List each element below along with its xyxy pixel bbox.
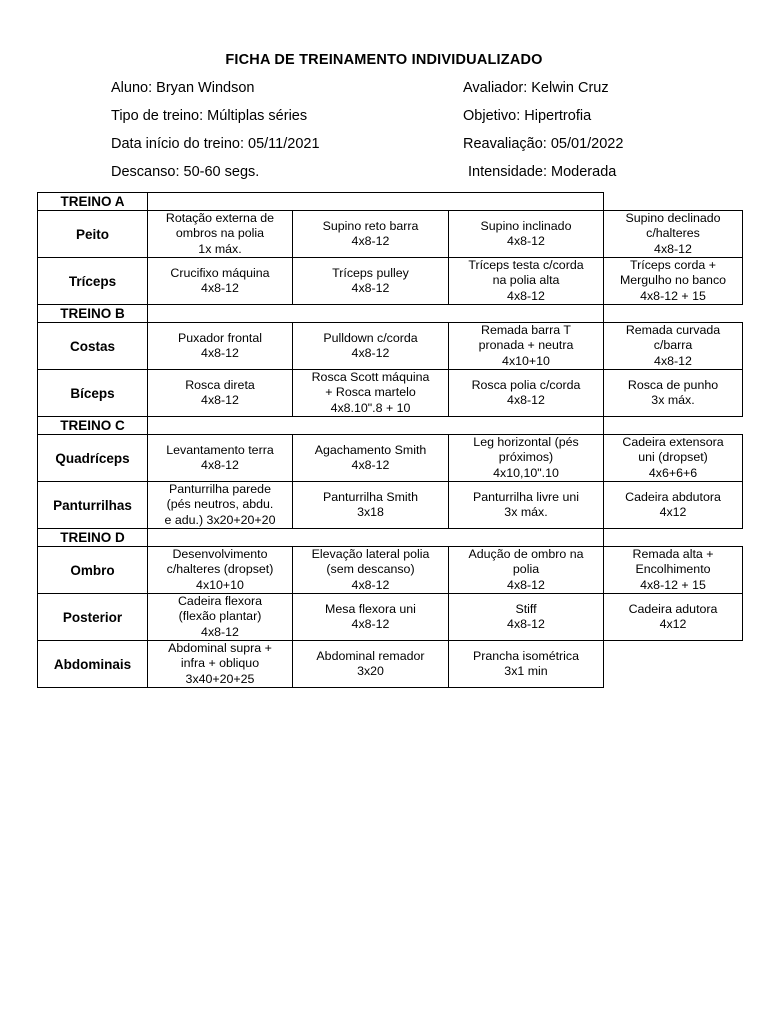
exercise-line: Panturrilha Smith bbox=[322, 489, 419, 504]
exercise-cell bbox=[147, 640, 293, 688]
exercise-line: infra + obliquo bbox=[180, 656, 260, 671]
exercise-cell bbox=[292, 546, 449, 594]
exercise-line: Supino reto barra bbox=[322, 218, 419, 233]
row-label-costas: Costas bbox=[37, 322, 148, 370]
exercise-cell bbox=[147, 257, 293, 305]
exercise-line: c/halteres bbox=[646, 226, 700, 241]
row-label-posterior: Posterior bbox=[37, 593, 148, 641]
exercise-cell bbox=[147, 481, 293, 529]
exercise-line: 4x12 bbox=[659, 505, 687, 519]
exercise-cell bbox=[292, 640, 449, 688]
exercise-line: 4x8-12 bbox=[654, 241, 692, 256]
exercise-line: 4x8-12 bbox=[507, 617, 545, 631]
exercise-line: 4x10+10 bbox=[502, 353, 550, 368]
exercise-line: Leg horizontal (pés bbox=[473, 435, 579, 450]
exercise-cell bbox=[147, 322, 293, 370]
exercise-line: Cadeira extensora bbox=[622, 435, 724, 450]
exercise-line: ombros na polia bbox=[175, 226, 265, 241]
exercise-line: Adução de ombro na bbox=[468, 547, 584, 562]
exercise-line: próximos) bbox=[498, 450, 554, 465]
exercise-line: polia bbox=[512, 562, 540, 577]
descanso-field: Descanso: 50-60 segs. bbox=[111, 164, 260, 180]
row-label-abdominais: Abdominais bbox=[37, 640, 148, 688]
exercise-line: 4x8-12 bbox=[507, 577, 545, 592]
intensidade-field: Intensidade: Moderada bbox=[468, 164, 617, 180]
exercise-line: (pés neutros, abdu. bbox=[166, 497, 274, 512]
exercise-cell bbox=[292, 481, 449, 529]
exercise-cell bbox=[448, 257, 604, 305]
data-inicio-field: Data início do treino: 05/11/2021 bbox=[111, 136, 320, 152]
exercise-line: 3x40+20+25 bbox=[185, 671, 255, 686]
exercise-line: + Rosca martelo bbox=[325, 385, 416, 400]
exercise-line: Remada alta + bbox=[632, 547, 714, 562]
exercise-cell bbox=[603, 481, 743, 529]
exercise-cell bbox=[603, 434, 743, 482]
exercise-line: uni (dropset) bbox=[638, 450, 708, 465]
exercise-line: Rosca direta bbox=[185, 377, 255, 392]
exercise-line: 4x12 bbox=[659, 617, 687, 631]
row-label-triceps: Tríceps bbox=[37, 257, 148, 305]
exercise-line: Abdominal supra + bbox=[168, 641, 272, 656]
exercise-cell bbox=[448, 434, 604, 482]
exercise-line: 4x8.10".8 + 10 bbox=[330, 400, 411, 415]
row-label-quadriceps: Quadríceps bbox=[37, 434, 148, 482]
exercise-line: Levantamento terra bbox=[166, 442, 274, 457]
reavaliacao-field: Reavaliação: 05/01/2022 bbox=[463, 136, 624, 152]
exercise-cell bbox=[292, 369, 449, 417]
exercise-cell bbox=[292, 210, 449, 258]
exercise-line: 3x18 bbox=[357, 505, 384, 519]
exercise-line: Tríceps corda + bbox=[630, 258, 716, 273]
exercise-cell bbox=[603, 210, 743, 258]
exercise-cell bbox=[147, 210, 293, 258]
exercise-line: c/halteres (dropset) bbox=[166, 562, 274, 577]
section-header-blank bbox=[147, 304, 604, 323]
row-label-ombro: Ombro bbox=[37, 546, 148, 594]
exercise-cell bbox=[603, 593, 743, 641]
exercise-line: Supino inclinado bbox=[480, 218, 572, 233]
exercise-line: Rosca Scott máquina bbox=[311, 370, 430, 385]
section-header-blank bbox=[147, 416, 604, 435]
exercise-line: 3x20 bbox=[357, 664, 384, 678]
exercise-line: 4x8-12 bbox=[351, 346, 390, 360]
exercise-line: 3x1 min bbox=[504, 664, 548, 678]
exercise-cell bbox=[448, 210, 604, 258]
exercise-line: 4x8-12 bbox=[201, 281, 239, 295]
exercise-line: 4x8-12 bbox=[351, 458, 390, 472]
exercise-line: 4x10,10".10 bbox=[493, 465, 559, 480]
exercise-cell bbox=[603, 546, 743, 594]
exercise-cell bbox=[147, 593, 293, 641]
exercise-cell bbox=[292, 322, 449, 370]
exercise-cell bbox=[603, 322, 743, 370]
exercise-cell bbox=[603, 257, 743, 305]
exercise-line: 4x8-12 bbox=[507, 288, 545, 303]
aluno-field: Aluno: Bryan Windson bbox=[111, 80, 255, 96]
exercise-line: 4x8-12 bbox=[201, 393, 239, 407]
exercise-line: Tríceps testa c/corda bbox=[468, 258, 584, 273]
avaliador-field: Avaliador: Kelwin Cruz bbox=[463, 80, 609, 96]
exercise-line: 4x8-12 bbox=[201, 458, 239, 472]
exercise-cell bbox=[147, 546, 293, 594]
exercise-cell bbox=[448, 481, 604, 529]
exercise-line: Rosca de punho bbox=[627, 377, 719, 392]
exercise-line: 3x máx. bbox=[651, 393, 695, 407]
exercise-line: Puxador frontal bbox=[177, 330, 263, 345]
exercise-line: 4x8-12 bbox=[351, 617, 390, 631]
section-treino-b: TREINO B bbox=[37, 304, 148, 323]
exercise-line: Agachamento Smith bbox=[314, 442, 427, 457]
exercise-line: na polia alta bbox=[492, 273, 560, 288]
exercise-line: Cadeira abdutora bbox=[625, 489, 721, 504]
exercise-line: (flexão plantar) bbox=[178, 609, 262, 624]
row-label-peito: Peito bbox=[37, 210, 148, 258]
exercise-line: 4x10+10 bbox=[196, 577, 244, 592]
exercise-cell bbox=[448, 640, 604, 688]
exercise-line: Rosca polia c/corda bbox=[471, 377, 581, 392]
objetivo-field: Objetivo: Hipertrofia bbox=[463, 108, 592, 124]
exercise-line: Panturrilha livre uni bbox=[472, 489, 580, 504]
exercise-cell bbox=[292, 434, 449, 482]
exercise-line: Desenvolvimento bbox=[172, 547, 268, 562]
exercise-line: Panturrilha parede bbox=[169, 482, 271, 497]
exercise-line: 4x8-12 bbox=[351, 577, 390, 592]
exercise-line: Cadeira adutora bbox=[628, 601, 718, 616]
exercise-line: 4x8-12 bbox=[201, 346, 239, 360]
exercise-line: 4x8-12 bbox=[351, 281, 390, 295]
exercise-line: 4x6+6+6 bbox=[648, 465, 698, 480]
row-label-panturrilhas: Panturrilhas bbox=[37, 481, 148, 529]
exercise-line: 4x8-12 + 15 bbox=[640, 577, 706, 592]
exercise-line: Remada barra T bbox=[481, 323, 571, 338]
exercise-cell bbox=[448, 322, 604, 370]
exercise-line: Mesa flexora uni bbox=[325, 601, 416, 616]
exercise-line: 4x8-12 bbox=[351, 234, 390, 248]
exercise-line: 1x máx. bbox=[198, 241, 242, 256]
exercise-line: Stiff bbox=[515, 601, 537, 616]
exercise-cell bbox=[448, 546, 604, 594]
section-treino-c: TREINO C bbox=[37, 416, 148, 435]
exercise-line: 4x8-12 bbox=[201, 624, 239, 639]
exercise-cell bbox=[147, 369, 293, 417]
exercise-cell bbox=[448, 593, 604, 641]
exercise-cell bbox=[292, 257, 449, 305]
section-treino-a: TREINO A bbox=[37, 192, 148, 211]
exercise-line: Supino declinado bbox=[625, 211, 721, 226]
row-label-biceps: Bíceps bbox=[37, 369, 148, 417]
exercise-line: 4x8-12 bbox=[507, 234, 545, 248]
exercise-line: Crucifixo máquina bbox=[170, 265, 270, 280]
exercise-line: Cadeira flexora bbox=[177, 594, 263, 609]
exercise-line: Pulldown c/corda bbox=[323, 330, 418, 345]
exercise-line: c/barra bbox=[653, 338, 693, 353]
exercise-line: Elevação lateral polia bbox=[311, 547, 430, 562]
exercise-cell bbox=[147, 434, 293, 482]
exercise-line: Prancha isométrica bbox=[472, 648, 580, 663]
section-header-blank bbox=[147, 528, 604, 547]
exercise-cell bbox=[448, 369, 604, 417]
exercise-line: 3x máx. bbox=[504, 505, 548, 519]
exercise-line: 4x8-12 bbox=[654, 353, 692, 368]
tipo-treino-field: Tipo de treino: Múltiplas séries bbox=[111, 108, 308, 124]
exercise-line: pronada + neutra bbox=[478, 338, 574, 353]
exercise-line: 4x8-12 + 15 bbox=[640, 288, 706, 303]
exercise-line: Remada curvada bbox=[625, 323, 721, 338]
exercise-line: 4x8-12 bbox=[507, 393, 545, 407]
section-treino-d: TREINO D bbox=[37, 528, 148, 547]
section-header-blank bbox=[147, 192, 604, 211]
exercise-line: e adu.) 3x20+20+20 bbox=[164, 512, 276, 527]
exercise-line: Encolhimento bbox=[635, 562, 711, 577]
exercise-cell bbox=[292, 593, 449, 641]
exercise-line: (sem descanso) bbox=[326, 562, 415, 577]
exercise-line: Abdominal remador bbox=[316, 648, 425, 663]
page-title: FICHA DE TREINAMENTO INDIVIDUALIZADO bbox=[225, 52, 543, 68]
exercise-cell bbox=[603, 369, 743, 417]
exercise-line: Rotação externa de bbox=[165, 211, 275, 226]
exercise-line: Mergulho no banco bbox=[619, 273, 727, 288]
exercise-line: Tríceps pulley bbox=[332, 265, 409, 280]
